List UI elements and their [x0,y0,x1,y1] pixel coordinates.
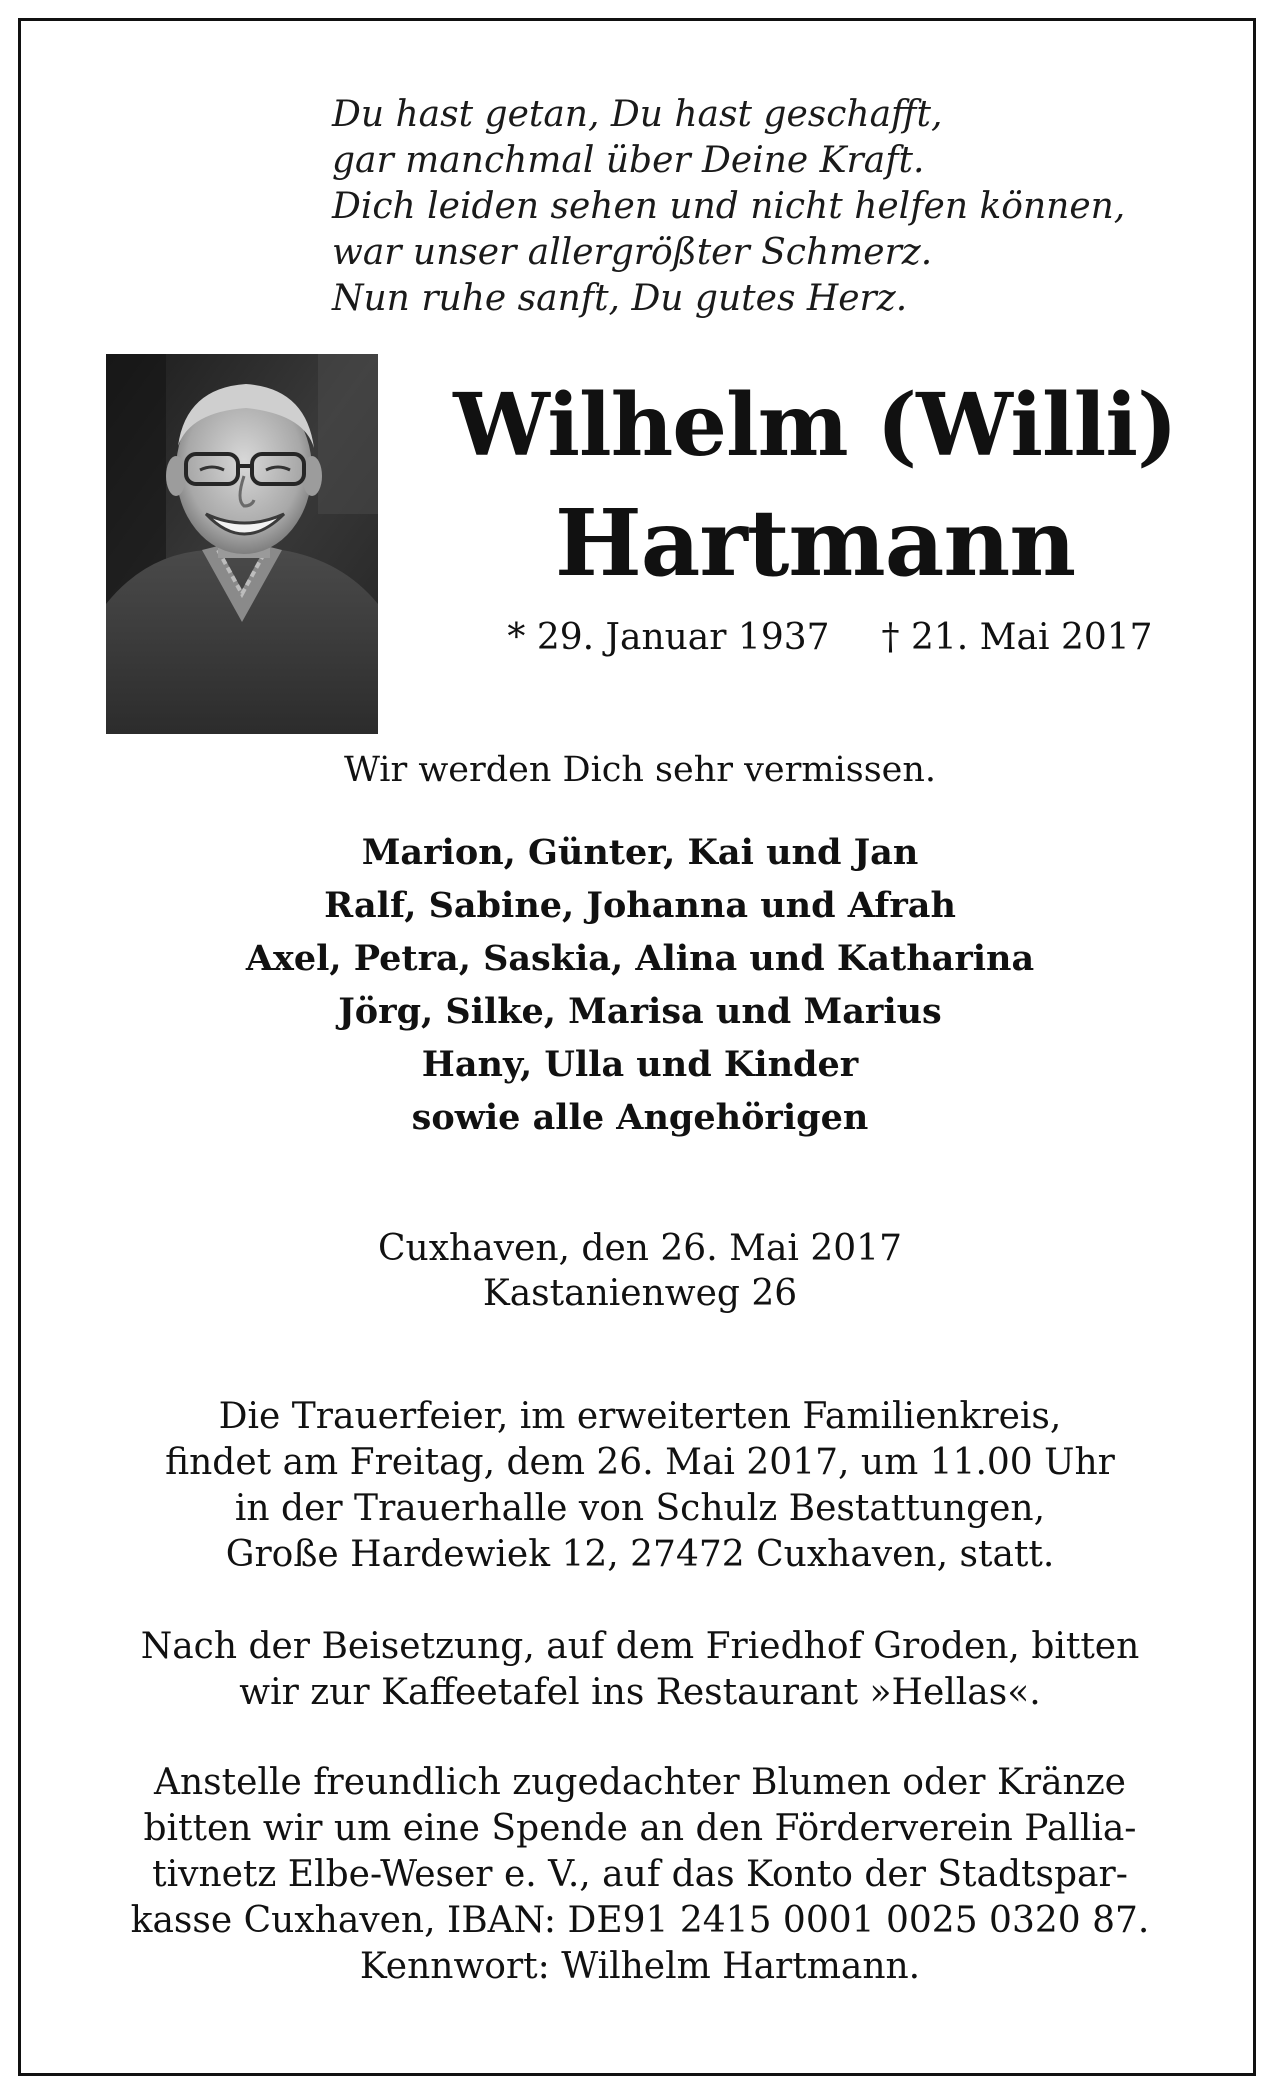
poem-line: war unser allergrößter Schmerz. [332,232,933,273]
reception-line: Nach der Beisetzung, auf dem Friedhof Groden, bitten [140,1626,1140,1667]
donation-line: Anstelle freundlich zugedachter Blumen oder Kränze [154,1762,1126,1803]
service-line: in der Trauerhalle von Schulz Bestattungen, [234,1488,1046,1529]
poem-line: Du hast getan, Du hast geschafft, [332,94,943,135]
family-line: Marion, Günter, Kai und Jan [361,832,919,873]
service-line: Die Trauerfeier, im erweiterten Familienkreis, [218,1396,1062,1437]
portrait-photo-drawing [106,354,378,734]
poem-line: Nun ruhe sanft, Du gutes Herz. [332,278,908,319]
birth-date: * 29. Januar 1937 [507,617,830,658]
family-line: Jörg, Silke, Marisa und Marius [338,991,942,1032]
family-line: Ralf, Sabine, Johanna und Afrah [324,885,956,926]
funeral-service-info [40,1394,1240,1578]
death-date: † 21. Mai 2017 [881,617,1153,658]
family-list [40,826,1240,1144]
deceased-name-last: Hartmann [554,489,1076,597]
poem-line: gar manchmal über Deine Kraft. [332,140,925,181]
farewell-message: Wir werden Dich sehr vermissen. [343,750,937,790]
life-dates [470,616,1190,660]
donation-line: bitten wir um eine Spende an den Förderverein Pallia- [143,1808,1137,1849]
donation-line: Kennwort: Wilhelm Hartmann. [359,1946,921,1987]
donation-line: tivnetz Elbe-Weser e. V., auf das Konto der Stadtspar- [152,1854,1128,1895]
reception-info [40,1624,1240,1716]
address-line: Kastanienweg 26 [482,1273,798,1314]
donation-info [40,1760,1240,1990]
family-line: sowie alle Angehörigen [411,1097,869,1138]
poem-line: Dich leiden sehen und nicht helfen können, [332,186,1126,227]
service-line: Große Hardewiek 12, 27472 Cuxhaven, statt. [225,1534,1055,1575]
memorial-poem [332,92,1125,322]
family-line: Hany, Ulla und Kinder [421,1044,859,1085]
place-and-date [40,1226,1240,1316]
service-line: findet am Freitag, dem 26. Mai 2017, um 11.00 Uhr [165,1442,1115,1483]
place-date-line: Cuxhaven, den 26. Mai 2017 [378,1228,902,1269]
donation-line: kasse Cuxhaven, IBAN: DE91 2415 0001 0025 0320 87. [130,1900,1150,1941]
reception-line: wir zur Kaffeetafel ins Restaurant »Hellas«. [239,1672,1041,1713]
portrait-photo [106,354,378,734]
deceased-name-first: Wilhelm (Willi) [453,375,1177,476]
family-line: Axel, Petra, Saskia, Alina und Katharina [245,938,1035,979]
